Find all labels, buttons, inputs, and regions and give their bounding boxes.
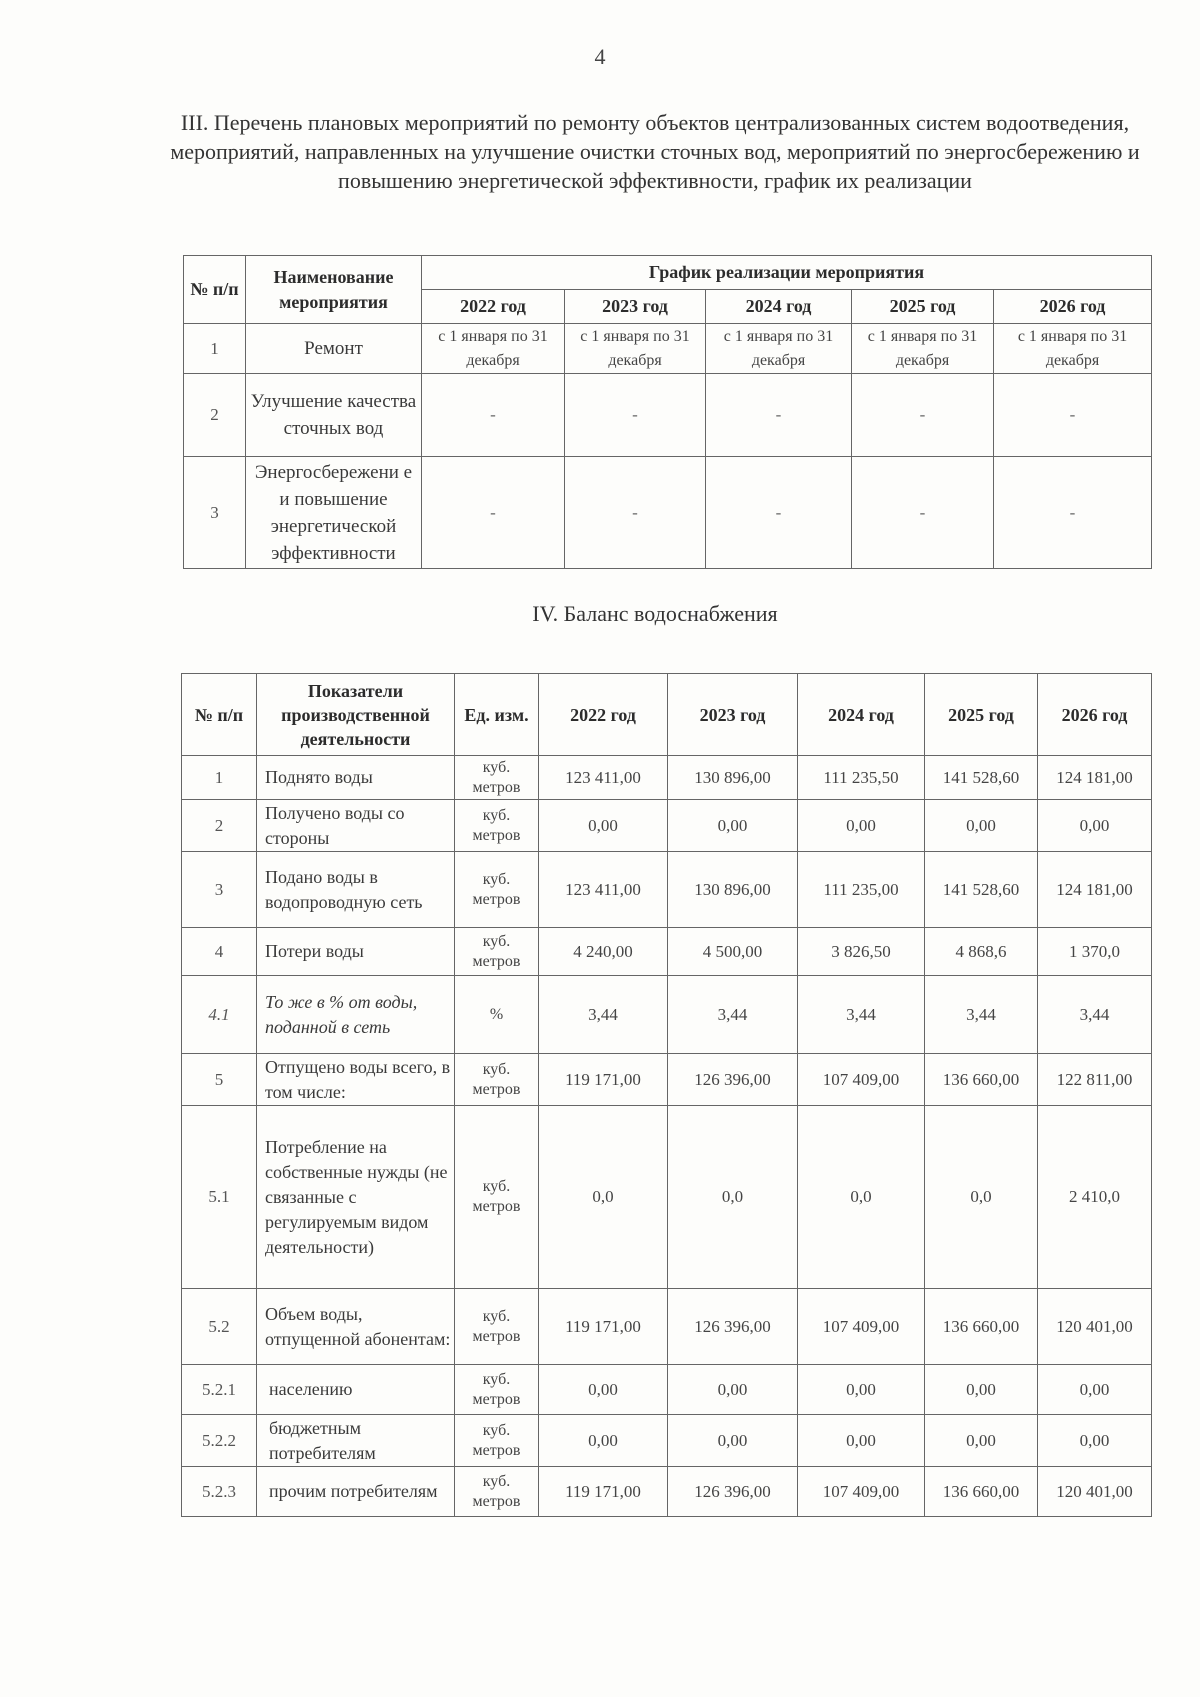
value-cell: 136 660,00 xyxy=(925,1289,1038,1365)
value-cell: 141 528,60 xyxy=(925,756,1038,800)
value-cell: 123 411,00 xyxy=(539,852,668,928)
value-cell: 3,44 xyxy=(925,976,1038,1054)
activity-name: Улучшение качества сточных вод xyxy=(246,374,422,457)
unit-cell: куб. метров xyxy=(455,756,539,800)
activity-name: Ремонт xyxy=(246,324,422,374)
value-cell: 120 401,00 xyxy=(1038,1289,1152,1365)
value-cell: 124 181,00 xyxy=(1038,852,1152,928)
table-row xyxy=(182,852,1152,928)
value-cell: 0,0 xyxy=(925,1106,1038,1289)
row-number: 1 xyxy=(182,756,257,800)
value-cell: 4 500,00 xyxy=(668,928,798,976)
value-cell: 0,00 xyxy=(798,1365,925,1415)
schedule-cell: - xyxy=(565,374,706,457)
indicator-name: населению xyxy=(257,1365,455,1415)
header-year: 2024 год xyxy=(798,674,925,756)
section-3-title: III. Перечень плановых мероприятий по ремонту объектов централизованных систем водоотведения, мероприятий, направленных на улучшение очистки сточных вод, мероприятий по энергосбережению и повышению энергетической эффективности, график их реализации xyxy=(170,110,1140,193)
header-year: 2026 год xyxy=(1038,674,1152,756)
value-cell: 111 235,00 xyxy=(798,852,925,928)
table-row xyxy=(184,324,1152,374)
value-cell: 0,00 xyxy=(1038,1415,1152,1467)
row-number: 5.2.1 xyxy=(182,1365,257,1415)
value-cell: 126 396,00 xyxy=(668,1289,798,1365)
value-cell: 0,00 xyxy=(539,1365,668,1415)
schedule-cell: с 1 января по 31 декабря xyxy=(565,324,706,374)
value-cell: 141 528,60 xyxy=(925,852,1038,928)
table-row xyxy=(182,1054,1152,1106)
value-cell: 119 171,00 xyxy=(539,1054,668,1106)
value-cell: 3 826,50 xyxy=(798,928,925,976)
schedule-cell: с 1 января по 31 декабря xyxy=(852,324,994,374)
schedule-cell: - xyxy=(422,457,565,569)
value-cell: 126 396,00 xyxy=(668,1054,798,1106)
schedule-cell: - xyxy=(706,374,852,457)
unit-cell: куб. метров xyxy=(455,1365,539,1415)
schedule-cell: - xyxy=(852,374,994,457)
row-number: 3 xyxy=(184,457,246,569)
value-cell: 3,44 xyxy=(1038,976,1152,1054)
row-number: 4.1 xyxy=(182,976,257,1054)
row-number: 2 xyxy=(184,374,246,457)
value-cell: 0,00 xyxy=(925,800,1038,852)
value-cell: 0,00 xyxy=(1038,1365,1152,1415)
unit-cell: % xyxy=(455,976,539,1054)
header-year: 2022 год xyxy=(422,290,565,324)
value-cell: 0,00 xyxy=(668,1365,798,1415)
schedule-cell: - xyxy=(565,457,706,569)
table-row xyxy=(184,457,1152,569)
header-year: 2026 год xyxy=(994,290,1152,324)
schedule-cell: - xyxy=(994,374,1152,457)
unit-cell: куб. метров xyxy=(455,928,539,976)
header-year: 2023 год xyxy=(565,290,706,324)
indicator-name: Подано воды в водопроводную сеть xyxy=(257,852,455,928)
unit-cell: куб. метров xyxy=(455,1289,539,1365)
value-cell: 123 411,00 xyxy=(539,756,668,800)
value-cell: 130 896,00 xyxy=(668,756,798,800)
indicator-name: прочим потребителям xyxy=(257,1467,455,1517)
value-cell: 136 660,00 xyxy=(925,1467,1038,1517)
value-cell: 0,0 xyxy=(798,1106,925,1289)
value-cell: 111 235,50 xyxy=(798,756,925,800)
header-year: 2025 год xyxy=(925,674,1038,756)
row-number: 5.2.3 xyxy=(182,1467,257,1517)
row-number: 3 xyxy=(182,852,257,928)
row-number: 1 xyxy=(184,324,246,374)
schedule-cell: с 1 января по 31 декабря xyxy=(422,324,565,374)
schedule-cell: - xyxy=(422,374,565,457)
header-year: 2023 год xyxy=(668,674,798,756)
unit-cell: куб. метров xyxy=(455,1106,539,1289)
header-year: 2022 год xyxy=(539,674,668,756)
unit-cell: куб. метров xyxy=(455,852,539,928)
header-num: № п/п xyxy=(182,674,257,756)
schedule-cell: - xyxy=(852,457,994,569)
value-cell: 119 171,00 xyxy=(539,1467,668,1517)
value-cell: 3,44 xyxy=(668,976,798,1054)
schedule-cell: - xyxy=(994,457,1152,569)
unit-cell: куб. метров xyxy=(455,800,539,852)
value-cell: 0,00 xyxy=(539,800,668,852)
table-row xyxy=(182,1467,1152,1517)
value-cell: 1 370,0 xyxy=(1038,928,1152,976)
table-row xyxy=(184,374,1152,457)
table-row xyxy=(182,976,1152,1054)
unit-cell: куб. метров xyxy=(455,1467,539,1517)
value-cell: 0,00 xyxy=(1038,800,1152,852)
value-cell: 130 896,00 xyxy=(668,852,798,928)
value-cell: 0,00 xyxy=(539,1415,668,1467)
value-cell: 0,00 xyxy=(668,800,798,852)
value-cell: 0,00 xyxy=(925,1365,1038,1415)
header-schedule: График реализации мероприятия xyxy=(422,256,1152,290)
schedule-cell: - xyxy=(706,457,852,569)
header-unit: Ед. изм. xyxy=(455,674,539,756)
table-row xyxy=(182,1106,1152,1289)
value-cell: 0,00 xyxy=(798,1415,925,1467)
unit-cell: куб. метров xyxy=(455,1415,539,1467)
row-number: 2 xyxy=(182,800,257,852)
header-activity-name: Наименование мероприятия xyxy=(246,256,422,324)
indicator-name: бюджетным потребителям xyxy=(257,1415,455,1467)
indicator-name: Отпущено воды всего, в том числе: xyxy=(257,1054,455,1106)
row-number: 5.2 xyxy=(182,1289,257,1365)
value-cell: 3,44 xyxy=(798,976,925,1054)
indicator-name: Поднято воды xyxy=(257,756,455,800)
value-cell: 107 409,00 xyxy=(798,1054,925,1106)
value-cell: 0,00 xyxy=(668,1415,798,1467)
table-row xyxy=(182,1289,1152,1365)
value-cell: 107 409,00 xyxy=(798,1289,925,1365)
value-cell: 136 660,00 xyxy=(925,1054,1038,1106)
indicator-name: Потребление на собственные нужды (не связанные с регулируемым видом деятельности) xyxy=(257,1106,455,1289)
value-cell: 120 401,00 xyxy=(1038,1467,1152,1517)
row-number: 5 xyxy=(182,1054,257,1106)
value-cell: 4 868,6 xyxy=(925,928,1038,976)
header-year: 2025 год xyxy=(852,290,994,324)
header-year: 2024 год xyxy=(706,290,852,324)
value-cell: 0,0 xyxy=(668,1106,798,1289)
value-cell: 122 811,00 xyxy=(1038,1054,1152,1106)
row-number: 5.2.2 xyxy=(182,1415,257,1467)
value-cell: 3,44 xyxy=(539,976,668,1054)
indicator-name: То же в % от воды, поданной в сеть xyxy=(257,976,455,1054)
table-row xyxy=(182,928,1152,976)
value-cell: 0,0 xyxy=(539,1106,668,1289)
table-row xyxy=(182,756,1152,800)
header-indicator: Показатели производственной деятельности xyxy=(257,674,455,756)
indicator-name: Получено воды со стороны xyxy=(257,800,455,852)
row-number: 4 xyxy=(182,928,257,976)
table-row xyxy=(182,1415,1152,1467)
value-cell: 119 171,00 xyxy=(539,1289,668,1365)
unit-cell: куб. метров xyxy=(455,1054,539,1106)
activities-schedule-table xyxy=(183,255,1152,569)
row-number: 5.1 xyxy=(182,1106,257,1289)
water-balance-table xyxy=(181,673,1152,1517)
value-cell: 124 181,00 xyxy=(1038,756,1152,800)
value-cell: 0,00 xyxy=(925,1415,1038,1467)
table-row xyxy=(182,800,1152,852)
table-row xyxy=(182,1365,1152,1415)
value-cell: 4 240,00 xyxy=(539,928,668,976)
value-cell: 126 396,00 xyxy=(668,1467,798,1517)
header-num: № п/п xyxy=(184,256,246,324)
indicator-name: Объем воды, отпущенной абонентам: xyxy=(257,1289,455,1365)
schedule-cell: с 1 января по 31 декабря xyxy=(994,324,1152,374)
value-cell: 2 410,0 xyxy=(1038,1106,1152,1289)
value-cell: 0,00 xyxy=(798,800,925,852)
value-cell: 107 409,00 xyxy=(798,1467,925,1517)
activity-name: Энергосбережени е и повышение энергетической эффективности xyxy=(246,457,422,569)
indicator-name: Потери воды xyxy=(257,928,455,976)
page-number: 4 xyxy=(594,44,606,69)
section-4-title: IV. Баланс водоснабжения xyxy=(532,601,778,626)
schedule-cell: с 1 января по 31 декабря xyxy=(706,324,852,374)
